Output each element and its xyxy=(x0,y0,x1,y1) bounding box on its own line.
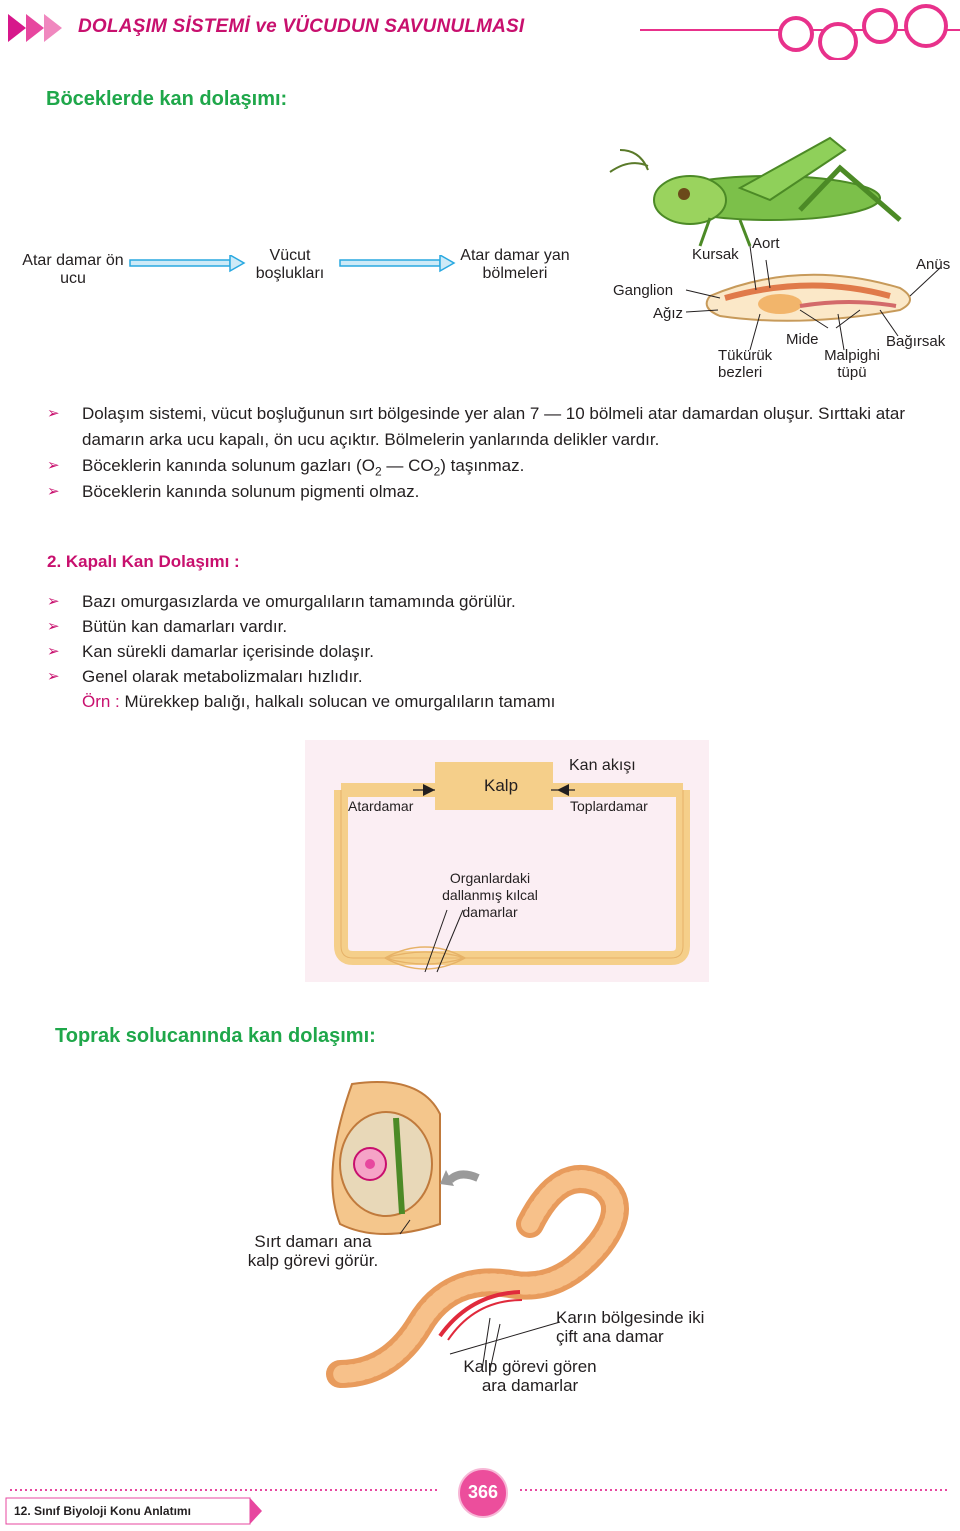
footer-book-title: 12. Sınıf Biyoloji Konu Anlatımı xyxy=(14,1504,191,1518)
flow-arrows xyxy=(128,255,458,275)
example-body: Mürekkep balığı, halkalı solucan ve omurgalıların tamamı xyxy=(119,692,556,711)
label-ara-damarlar: Kalp görevi gören ara damarlar xyxy=(463,1357,597,1395)
gas-text-start: Böceklerin kanında solunum gazları (O xyxy=(82,456,375,475)
bullet-text: Dolaşım sistemi, vücut boşluğunun sırt bölgesinde yer alan 7 — 10 bölmeli atar damardan oluşur. Sırttaki atar damarın arka ucu kapalı, ön ucu açıktır. Bölmelerin yanlarında delikler vardır. xyxy=(82,404,906,449)
flow-step-3: Atar damar yan bölmeleri xyxy=(460,247,570,282)
label-bagirsak: Bağırsak xyxy=(886,333,946,350)
gas-text-mid: — CO xyxy=(381,456,434,475)
label-kan-akisi: Kan akışı xyxy=(569,757,636,774)
bullet-arrow-icon: ➢ xyxy=(47,668,60,685)
label-sirt-damari: Sırt damarı ana kalp görevi görür. xyxy=(247,1232,379,1270)
bullet-text: Böceklerin kanında solunum pigmenti olmaz. xyxy=(82,482,420,501)
example-prefix: Örn : xyxy=(82,692,120,711)
label-tukuruk-bezleri: Tükürük bezleri xyxy=(718,347,773,381)
bullet-text: Bütün kan damarları vardır. xyxy=(82,617,288,636)
example-line xyxy=(47,689,947,715)
header-title: DOLAŞIM SİSTEMİ ve VÜCUDUN SAVUNULMASI xyxy=(78,16,525,37)
label-aort: Aort xyxy=(752,235,780,252)
bullet-item xyxy=(47,614,947,640)
bullet-arrow-icon: ➢ xyxy=(47,618,60,635)
insect-section-title: Böceklerde kan dolaşımı: xyxy=(46,88,288,110)
label-atardamar: Atardamar xyxy=(348,798,414,814)
label-kilcal-damarlar: Organlardaki dallanmış kılcal damarlar xyxy=(442,870,538,920)
label-karin-damar: Karın bölgesinde iki çift ana damar xyxy=(556,1308,705,1346)
bullet-item xyxy=(47,479,947,505)
label-kalp: Kalp xyxy=(484,776,519,795)
flow-arrow-1 xyxy=(130,255,244,271)
bullet-text: Kan sürekli damarlar içerisinde dolaşır. xyxy=(82,642,374,661)
flow-arrow-2 xyxy=(340,255,454,271)
bullet-arrow-icon: ➢ xyxy=(47,457,60,474)
bullet-arrow-icon: ➢ xyxy=(47,405,60,422)
label-mide: Mide xyxy=(786,331,819,348)
bullet-item xyxy=(47,589,947,615)
worm-section-title: Toprak solucanında kan dolaşımı: xyxy=(55,1025,376,1047)
bullet-item xyxy=(47,664,947,690)
label-kursak: Kursak xyxy=(692,246,739,263)
gas-sub-o2: 2 xyxy=(374,464,382,479)
page-number-badge: 366 xyxy=(458,1468,508,1518)
label-malpighi-tupu: Malpighi tüpü xyxy=(824,347,880,381)
bullet-arrow-icon: ➢ xyxy=(47,593,60,610)
flow-step-2: Vücut boşlukları xyxy=(255,247,325,282)
flow-step-1: Atar damar ön ucu xyxy=(22,252,124,287)
bullet-text: Genel olarak metabolizmaları hızlıdır. xyxy=(82,667,363,686)
example-text xyxy=(82,689,947,715)
closed-section-title: 2. Kapalı Kan Dolaşımı : xyxy=(47,552,240,571)
label-ganglion: Ganglion xyxy=(613,282,674,299)
gas-sub-co2: 2 xyxy=(433,464,441,479)
label-anus: Anüs xyxy=(916,256,951,273)
bullet-arrow-icon: ➢ xyxy=(47,643,60,660)
label-toplardamar: Toplardamar xyxy=(570,798,648,814)
bullet-arrow-icon: ➢ xyxy=(47,483,60,500)
bullet-text: Bazı omurgasızlarda ve omurgalıların tamamında görülür. xyxy=(82,592,516,611)
label-agiz: Ağız xyxy=(653,305,684,322)
bullet-item xyxy=(47,401,947,453)
bullet-item xyxy=(47,639,947,665)
gas-text-end: ) taşınmaz. xyxy=(440,456,525,475)
